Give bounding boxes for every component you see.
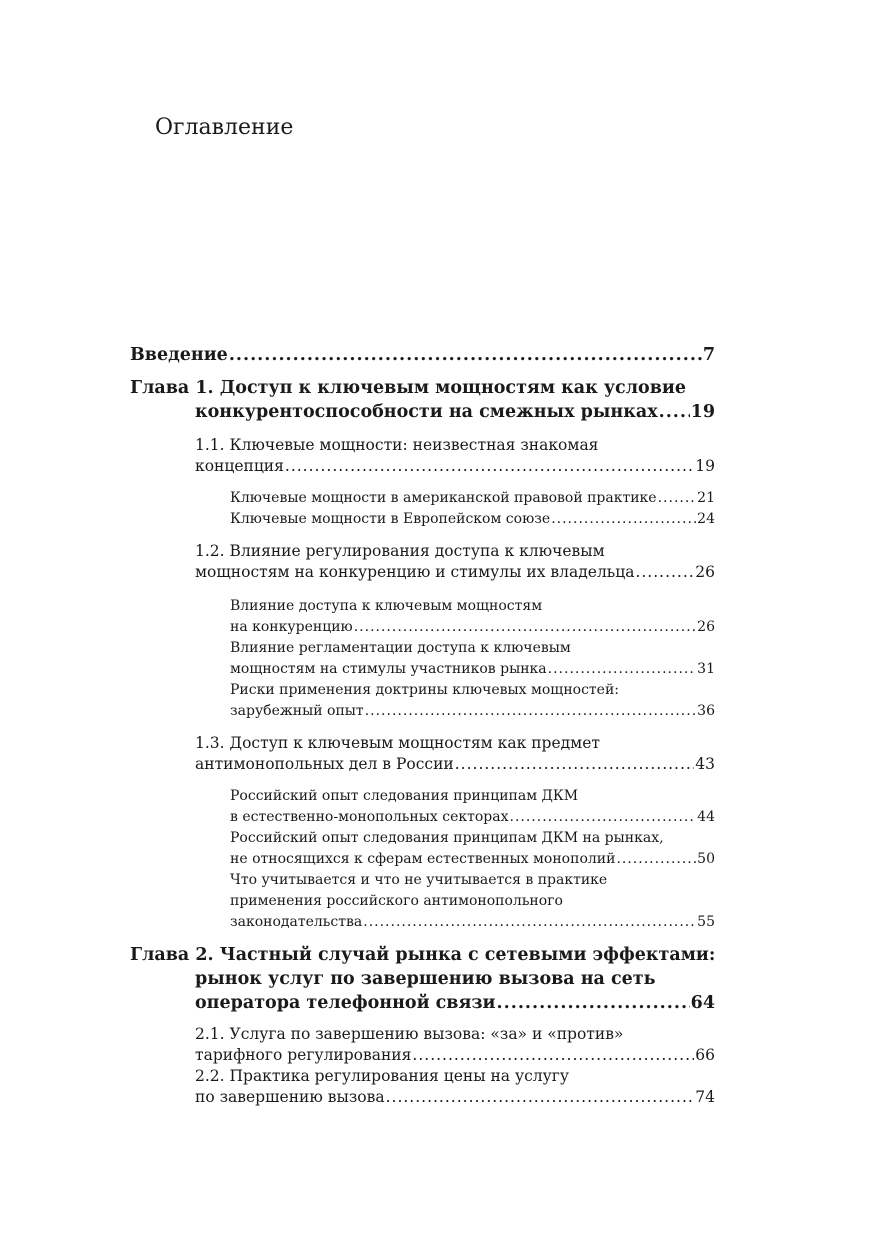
dot-leader: [616, 849, 696, 870]
toc-entry-section[interactable]: [195, 541, 715, 583]
toc-entry-line: [230, 849, 715, 870]
toc-entry-text: антимонопольных дел в России: [195, 755, 454, 773]
toc-page-number: 66: [695, 1046, 715, 1064]
toc-entry-line: [195, 562, 715, 583]
toc-entry-text: законодательства: [230, 914, 363, 930]
toc-entry-line: [230, 617, 715, 638]
toc-entry-sub[interactable]: [230, 680, 715, 722]
toc-page-number: 7: [702, 345, 715, 365]
toc-entry-line: [130, 967, 715, 991]
toc-page-number: 26: [695, 563, 715, 581]
toc-entry-line: [230, 638, 715, 659]
toc-page-number: 21: [697, 490, 715, 506]
toc-entry-text: конкурентоспособности на смежных рынках: [195, 402, 658, 422]
toc-entry-text: 1.3. Доступ к ключевым мощностям как предмет: [195, 734, 600, 752]
toc-entry-line: [130, 943, 715, 967]
toc-entry-text: мощностям на конкуренцию и стимулы их владельца: [195, 563, 635, 581]
toc-entry-line: [230, 891, 715, 912]
toc-page-number: 19: [690, 402, 715, 422]
toc-entry-sub[interactable]: [230, 828, 715, 870]
toc-entry-text: Глава 2. Частный случай рынка с сетевыми эффектами:: [130, 945, 715, 965]
toc-entry-chapter[interactable]: [130, 943, 715, 1015]
toc-entry-line: [230, 680, 715, 701]
toc-entry-section[interactable]: [195, 435, 715, 477]
toc-entry-line: [130, 343, 715, 367]
toc-page-number: 55: [697, 914, 715, 930]
dot-leader: [354, 617, 696, 638]
toc-entry-text: Российский опыт следования принципам ДКМ на рынках,: [230, 830, 664, 846]
toc-entry-text: Риски применения доктрины ключевых мощностей:: [230, 682, 619, 698]
toc-entry-text: Ключевые мощности в Европейском союзе: [230, 511, 551, 527]
toc-entry-chapter[interactable]: [130, 343, 715, 367]
toc-entry-line: [230, 828, 715, 849]
toc-entry-line: [230, 596, 715, 617]
toc-entry-line: [195, 541, 715, 562]
dot-leader: [659, 400, 690, 424]
toc-entry-text: Влияние регламентации доступа к ключевым: [230, 640, 571, 656]
toc-entry-line: [230, 701, 715, 722]
toc-entry-text: Российский опыт следования принципам ДКМ: [230, 788, 579, 804]
toc-entry-text: Ключевые мощности в американской правовой практике: [230, 490, 657, 506]
toc-entry-text: на конкуренцию: [230, 619, 353, 635]
toc-entry-text: Введение: [130, 345, 228, 365]
toc-page-number: 43: [695, 755, 715, 773]
toc-entry-line: [230, 912, 715, 933]
dot-leader: [658, 488, 697, 509]
toc-entry-line: [195, 1066, 715, 1087]
toc-entry-sub[interactable]: [230, 488, 715, 509]
toc-entry-line: [230, 659, 715, 680]
toc-entry-chapter[interactable]: [130, 376, 715, 424]
toc-entry-text: мощностям на стимулы участников рынка: [230, 661, 547, 677]
toc-page-number: 64: [690, 993, 715, 1013]
toc-page-number: 44: [697, 809, 715, 825]
toc-entry-sub[interactable]: [230, 638, 715, 680]
toc-entry-text: Глава 1. Доступ к ключевым мощностям как условие: [130, 378, 687, 398]
toc-entry-sub[interactable]: [230, 509, 715, 530]
toc-entry-sub[interactable]: [230, 786, 715, 828]
toc-page-number: 26: [697, 619, 715, 635]
dot-leader: [363, 912, 696, 933]
toc-page-number: 19: [695, 457, 715, 475]
toc-entry-line: [195, 754, 715, 775]
dot-leader: [497, 991, 690, 1015]
dot-leader: [229, 343, 702, 367]
dot-leader: [548, 659, 697, 680]
toc-entry-line: [130, 991, 715, 1015]
toc-entry-text: применения российского антимонопольного: [230, 893, 563, 909]
toc-entry-line: [195, 1087, 715, 1108]
toc-entry-text: оператора телефонной связи: [195, 993, 496, 1013]
toc-entry-line: [195, 1024, 715, 1045]
toc-entry-text: не относящихся к сферам естественных монополий: [230, 851, 616, 867]
dot-leader: [510, 807, 697, 828]
toc-entry-sub[interactable]: [230, 596, 715, 638]
toc-entry-line: [230, 786, 715, 807]
toc-entry-text: 1.1. Ключевые мощности: неизвестная знакомая: [195, 436, 599, 454]
toc-entry-line: [195, 733, 715, 754]
dot-leader: [455, 754, 695, 775]
toc-entry-text: 1.2. Влияние регулирования доступа к ключевым: [195, 542, 605, 560]
toc-entry-text: Влияние доступа к ключевым мощностям: [230, 598, 543, 614]
toc-entry-line: [230, 807, 715, 828]
dot-leader: [551, 509, 696, 530]
toc-entry-text: Что учитывается и что не учитывается в практике: [230, 872, 608, 888]
toc-entry-text: концепция: [195, 457, 284, 475]
toc-entry-line: [195, 1045, 715, 1066]
dot-leader: [285, 456, 694, 477]
toc-entry-text: рынок услуг по завершению вызова на сеть: [195, 969, 656, 989]
toc-entry-section[interactable]: [195, 1066, 715, 1108]
toc-entry-text: по завершению вызова: [195, 1088, 385, 1106]
toc-entry-text: в естественно-монопольных секторах: [230, 809, 509, 825]
dot-leader: [412, 1045, 694, 1066]
toc-entry-text: зарубежный опыт: [230, 703, 364, 719]
toc-page-number: 50: [697, 851, 715, 867]
toc-entry-line: [195, 456, 715, 477]
dot-leader: [635, 562, 694, 583]
toc-entry-line: [130, 376, 715, 400]
toc-entry-line: [130, 400, 715, 424]
dot-leader: [386, 1087, 695, 1108]
toc-entry-line: [230, 488, 715, 509]
toc-entry-line: [230, 509, 715, 530]
toc-entry-line: [230, 870, 715, 891]
toc-page-number: 31: [697, 661, 715, 677]
toc-entry-text: 2.2. Практика регулирования цены на услугу: [195, 1067, 569, 1085]
page-title: Оглавление: [155, 115, 294, 140]
toc-page-number: 74: [695, 1088, 715, 1106]
toc-entry-sub[interactable]: [230, 870, 715, 933]
toc-entry-section[interactable]: [195, 733, 715, 775]
toc-entry-section[interactable]: [195, 1024, 715, 1066]
toc-entry-text: тарифного регулирования: [195, 1046, 412, 1064]
dot-leader: [365, 701, 696, 722]
toc-page-number: 24: [697, 511, 715, 527]
toc-entry-text: 2.1. Услуга по завершению вызова: «за» и «против»: [195, 1025, 624, 1043]
toc-page-number: 36: [697, 703, 715, 719]
toc-entry-line: [195, 435, 715, 456]
